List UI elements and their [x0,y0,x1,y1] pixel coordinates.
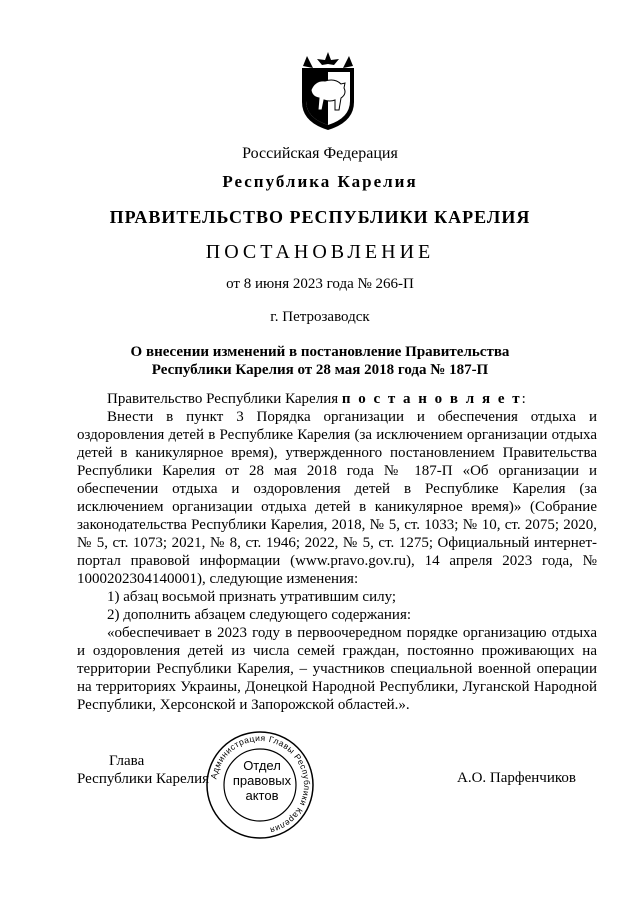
signatory-position-line-1: Глава [109,753,145,769]
quoted-paragraph: «обеспечивает в 2023 году в первоочередном порядке организацию отдыха и оздоровления детей из числа семей граждан, постоянно проживающих на территории Республики Карелия, – участников специальной военной операции на территориях Украины, Донецкой Народной Республики, Луганской Народной Республики, Херсонской и Запорожской областей.». [77,625,597,713]
government-name: ПРАВИТЕЛЬСТВО РЕСПУБЛИКИ КАРЕЛИЯ [109,207,531,227]
signatory-position [77,752,209,788]
document-type: ПОСТАНОВЛЕНИЕ [205,241,435,263]
intro-verb: п о с т а н о в л я е т [341,391,522,407]
intro-paragraph [77,390,597,408]
stamp-ring-text: Администрация Главы Республики Карелия [208,732,313,836]
stamp-line-2: правовых [232,773,292,788]
document-title-line-1: О внесении изменений в постановление Правительства [130,344,510,360]
country-name: Российская Федерация [242,145,398,162]
main-paragraph: Внести в пункт 3 Порядка организации и обеспечения отдыха и оздоровления детей в Республике Карелия (за исключением организации отдыха детей в каникулярное время), утвержденного постановлением Правительства Республики Карелия от 28 мая 2018 года № 187-П «Об организации и обеспечении отдыха и оздоровления детей в Республике Карелия (за исключением организации отдыха детей в каникулярное время)» (Собрание законодательства Республики Карелия, 2018, № 5, ст. 1033; № 10, ст. 2075; 2020, № 5, ст. 1073; 2021, № 8, ст. 1946; 2022, № 5, ст. 1275; Официальный интернет-портал правовой информации (www.pravo.gov.ru), 14 апреля 2023 года, № 1000202304140001), следующие изменения: [77,409,597,587]
document-body [77,390,597,714]
document-city: г. Петрозаводск [270,309,370,325]
stamp-line-3: актов [245,788,279,803]
document-title-line-2: Республики Карелия от 28 мая 2018 года № 187-П [151,362,489,378]
signatory-name: А.О. Парфенчиков [457,770,576,786]
stamp-center-text [226,758,298,803]
document-date-number: от 8 июня 2023 года № 266-П [226,276,414,292]
signatory-position-line-2: Республики Карелия [77,771,210,787]
karelia-coat-of-arms-icon [297,50,359,132]
stamp-line-1: Отдел [243,758,281,773]
list-item-2: 2) дополнить абзацем следующего содержания: [107,607,412,623]
list-item-1: 1) абзац восьмой признать утратившим силу; [107,589,397,605]
republic-name: Республика Карелия [222,172,418,191]
document-title [0,343,640,379]
intro-suffix: : [521,391,526,407]
intro-prefix: Правительство Республики Карелия [107,391,342,407]
